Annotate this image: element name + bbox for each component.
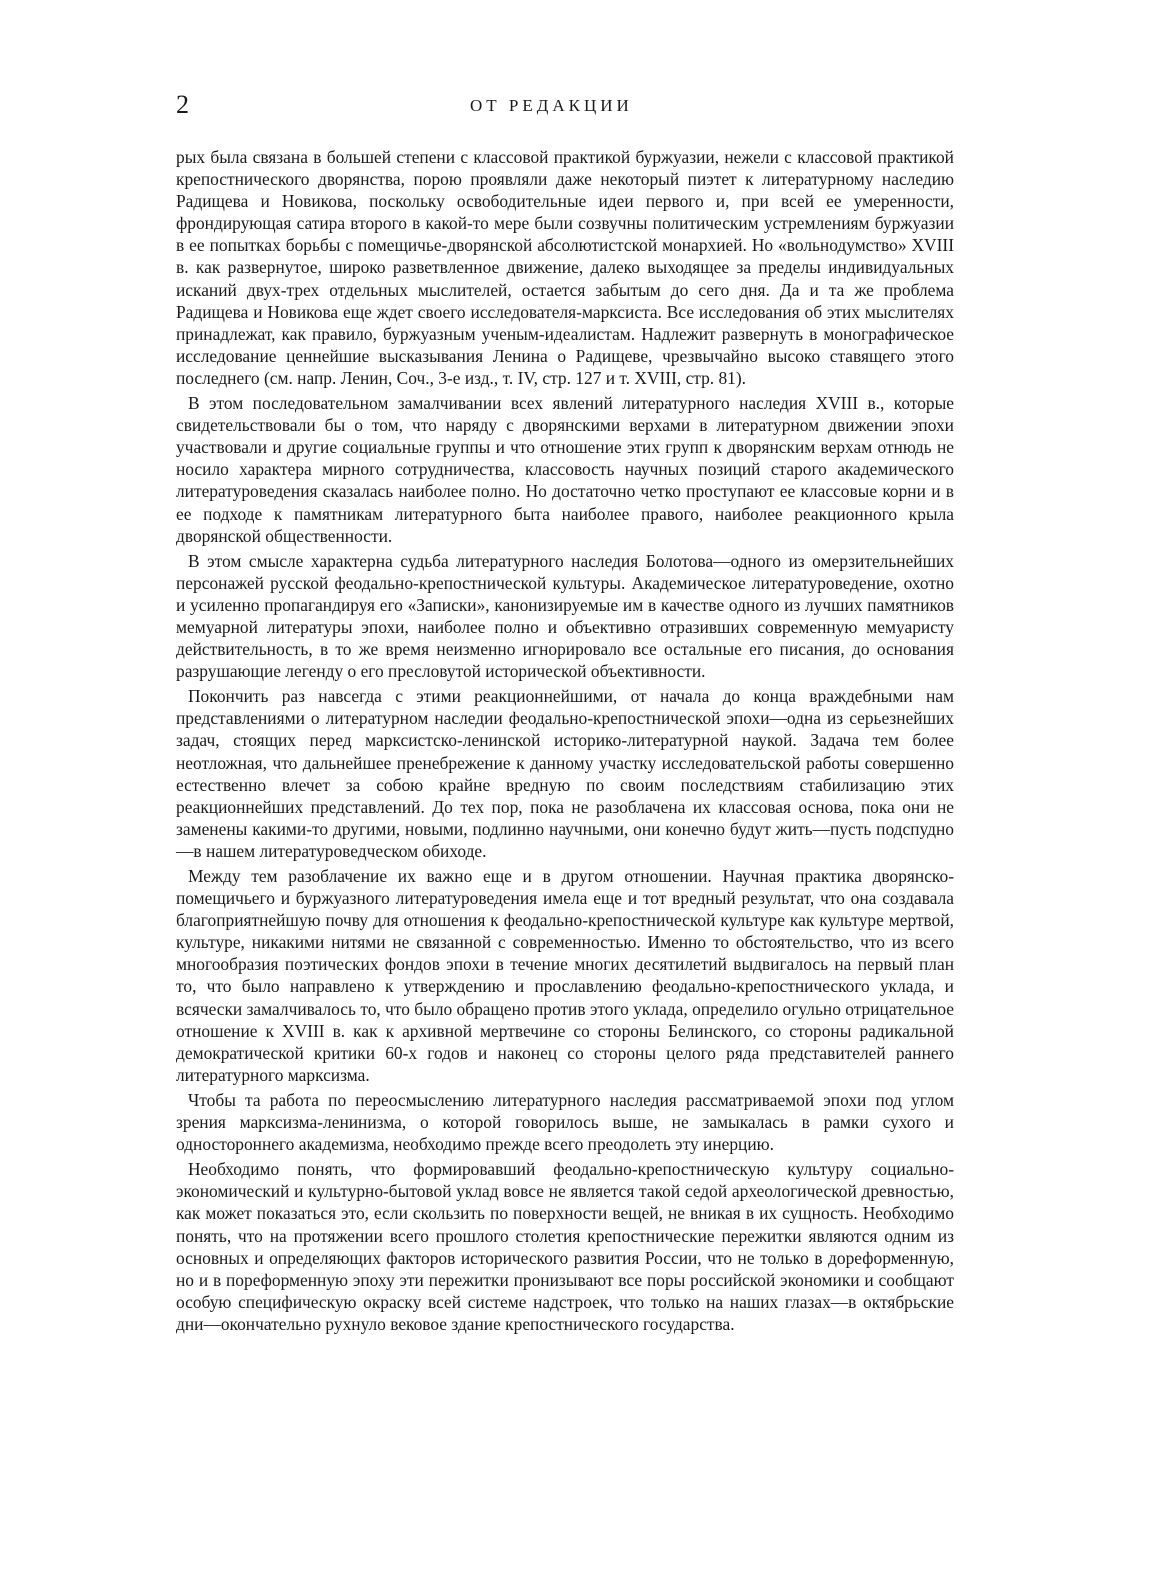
- running-title: ОТ РЕДАКЦИИ: [470, 96, 633, 115]
- paragraph-2: В этом последовательном замалчивании всех явлений литературного наследия XVIII в., которые свидетельствовали бы о том, что наряду с дворянскими верхами в литературном движении эпохи участвовали и другие социальные группы и что отношение этих групп к дворянским верхам отнюдь не носило характера мирного сотрудничества, классовость научных позиций старого академического литературоведения сказалась наиболее полно. Но достаточно четко проступают ее классовые корни и в ее подходе к памятникам литературного быта наиболее правого, наиболее реакционного крыла дворянской общественности.: [176, 393, 954, 546]
- page-number: 2: [176, 90, 189, 119]
- paragraph-7: Необходимо понять, что формировавший феодально-крепостническую культуру социально-экономический и культурно-бытовой уклад вовсе не является такой седой археологической древностью, как может показаться это, если скользить по поверхности вещей, не вникая в их сущность. Необходимо понять, что на протяжении всего прошлого столетия крепостнические пережитки являются одним из основных и определяющих факторов исторического развития России, что не только в дореформенную, но и в пореформенную эпоху эти пережитки пронизывают все поры российской экономики и сообщают особую специфическую окраску всей системе надстроек, что только на наших глазах—в октябрьские дни—окончательно рухнуло вековое здание крепостнического государства.: [176, 1159, 954, 1334]
- paragraph-4: Покончить раз навсегда с этими реакционнейшими, от начала до конца враждебными нам представлениями о литературном наследии феодально-крепостнической эпохи—одна из серьезнейших задач, стоящих перед марксистско-ленинской историко-литературной наукой. Задача тем более неотложная, что дальнейшее пренебрежение к данному участку исследовательской работы совершенно естественно влечет за собою крайне вредную по своим последствиям стабилизацию этих реакционнейших представлений. До тех пор, пока не разоблачена их классовая основа, пока они не заменены какими-то другими, новыми, подлинно научными, они конечно будут жить—пусть подспудно—в нашем литературоведческом обиходе.: [176, 686, 954, 861]
- paragraph-3: В этом смысле характерна судьба литературного наследия Болотова—одного из омерзительнейших персонажей русской феодально-крепостнической культуры. Академическое литературоведение, охотно и усиленно пропагандируя его «Записки», канонизируемые им в качестве одного из лучших памятников мемуарной литературы эпохи, наиболее полно и объективно отразивших современную мемуаристу действительность, в то же время неизменно игнорировало все остальные его писания, до основания разрушающие легенду о его пресловутой исторической объективности.: [176, 550, 954, 682]
- body-text: [176, 146, 954, 1338]
- paragraph-5: Между тем разоблачение их важно еще и в другом отношении. Научная практика дворянско-помещичьего и буржуазного литературоведения имела еще и тот вредный результат, что она создавала благоприятнейшую почву для отношения к феодально-крепостнической культуре как культуре мертвой, культуре, никакими нитями не связанной с современностью. Именно то обстоятельство, что из всего многообразия поэтических фондов эпохи в течение многих десятилетий выдвигалось на первый план то, что было направлено к утверждению и прославлению феодально-крепостнического уклада, и всячески замалчивалось то, что было обращено против этого уклада, определило огульно отрицательное отношение к XVIII в. как к архивной мертвечине со стороны Белинского, со стороны радикальной демократической критики 60-х годов и наконец со стороны целого ряда представителей раннего литературного марксизма.: [176, 866, 954, 1085]
- paragraph-6: Чтобы та работа по переосмыслению литературного наследия рассматриваемой эпохи под углом зрения марксизма-ленинизма, о которой говорилось выше, не замыкалась в рамки сухого и одностороннего академизма, необходимо прежде всего преодолеть эту инерцию.: [176, 1089, 954, 1155]
- paragraph-1: рых была связана в большей степени с классовой практикой буржуазии, нежели с классовой практикой крепостнического дворянства, порою проявляли даже некоторый пиэтет к литературному наследию Радищева и Новикова, поскольку освободительные идеи первого и, при всей ее умеренности, фрондирующая сатира второго в какой-то мере были созвучны политическим устремлениям буржуазии в ее попытках борьбы с помещичье-дворянской абсолютистской монархией. Но «вольнодумство» XVIII в. как развернутое, широко разветвленное движение, далеко выходящее за пределы индивидуальных исканий двух-трех отдельных мыслителей, остается забытым до сего дня. Да и та же проблема Радищева и Новикова еще ждет своего исследователя-марксиста. Все исследования об этих мыслителях принадлежат, как правило, буржуазным ученым-идеалистам. Надлежит развернуть в монографическое исследование ценнейшие высказывания Ленина о Радищеве, чрезвычайно высоко ставящего этого последнего (см. напр. Ленин, Соч., 3-е изд., т. IV, стр. 127 и т. XVIII, стр. 81).: [176, 147, 954, 388]
